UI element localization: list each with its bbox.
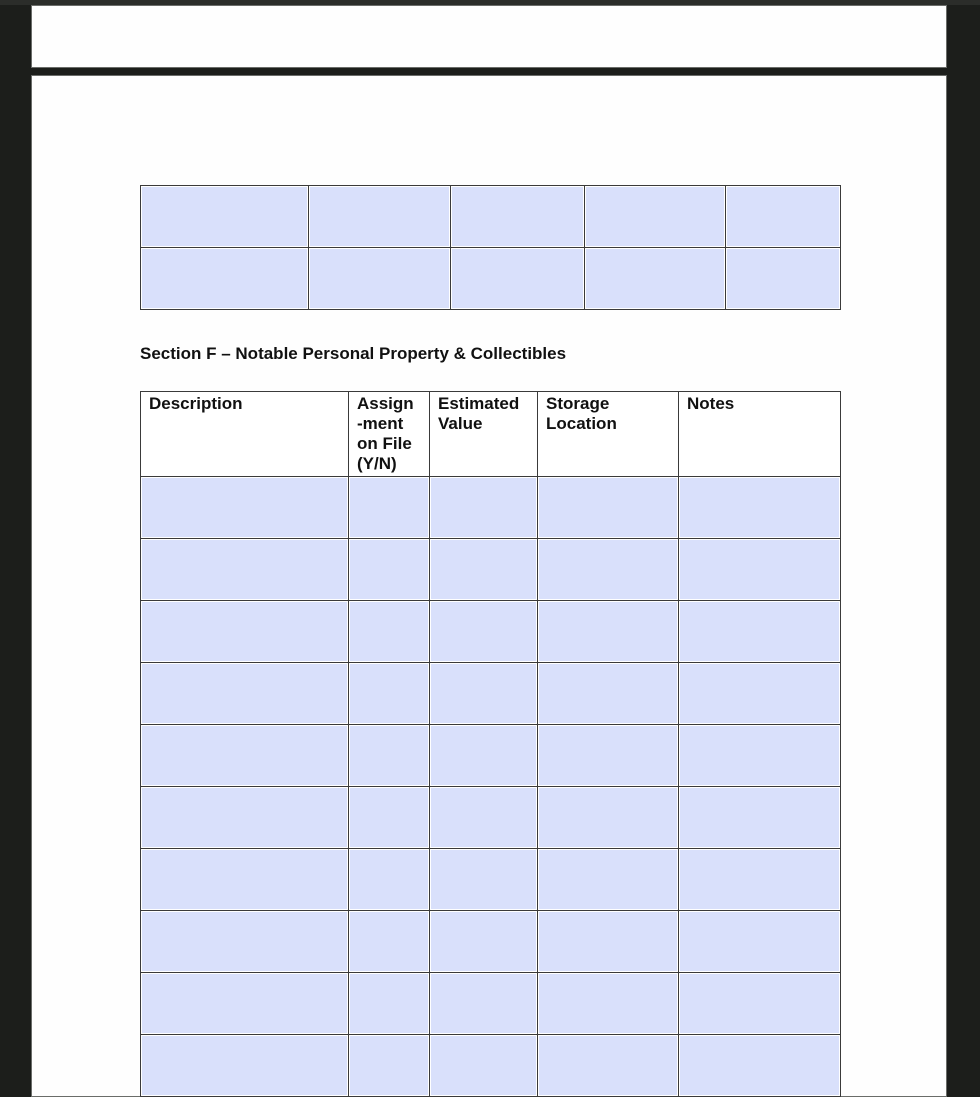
- document-page: [31, 75, 947, 1097]
- description-field[interactable]: [141, 787, 349, 849]
- form-field-field[interactable]: [451, 186, 585, 248]
- assignment-field[interactable]: [349, 787, 430, 849]
- description-field[interactable]: [141, 849, 349, 911]
- storage-location-field[interactable]: [538, 539, 679, 601]
- column-header-description: Description: [141, 392, 349, 477]
- previous-section-table: [140, 185, 841, 310]
- section-f-table: [140, 391, 841, 1097]
- description-field[interactable]: [141, 477, 349, 539]
- assignment-field[interactable]: [349, 849, 430, 911]
- assignment-field[interactable]: [349, 601, 430, 663]
- header-row: [141, 392, 841, 477]
- column-header-estimated-value: Estimated Value: [430, 392, 538, 477]
- notes-field[interactable]: [679, 477, 841, 539]
- description-field[interactable]: [141, 601, 349, 663]
- assignment-field[interactable]: [349, 477, 430, 539]
- assignment-field[interactable]: [349, 1035, 430, 1097]
- estimated-value-field[interactable]: [430, 1035, 538, 1097]
- storage-location-field[interactable]: [538, 663, 679, 725]
- form-field-field[interactable]: [309, 186, 451, 248]
- storage-location-field[interactable]: [538, 849, 679, 911]
- assignment-field[interactable]: [349, 539, 430, 601]
- table-row: [141, 973, 841, 1035]
- notes-field[interactable]: [679, 663, 841, 725]
- table-row: [141, 1035, 841, 1097]
- estimated-value-field[interactable]: [430, 539, 538, 601]
- table-row: [141, 911, 841, 973]
- table-row: [141, 539, 841, 601]
- description-field[interactable]: [141, 663, 349, 725]
- estimated-value-field[interactable]: [430, 911, 538, 973]
- table-row: [141, 477, 841, 539]
- notes-field[interactable]: [679, 787, 841, 849]
- section-f-heading: Section F – Notable Personal Property & Collectibles: [140, 344, 567, 363]
- notes-field[interactable]: [679, 849, 841, 911]
- assignment-field[interactable]: [349, 725, 430, 787]
- storage-location-field[interactable]: [538, 477, 679, 539]
- form-field-field[interactable]: [141, 186, 309, 248]
- table-row: [141, 725, 841, 787]
- description-field[interactable]: [141, 911, 349, 973]
- estimated-value-field[interactable]: [430, 477, 538, 539]
- storage-location-field[interactable]: [538, 725, 679, 787]
- storage-location-field[interactable]: [538, 1035, 679, 1097]
- notes-field[interactable]: [679, 601, 841, 663]
- table-row: [141, 186, 841, 248]
- table-row: [141, 787, 841, 849]
- form-field-field[interactable]: [726, 248, 841, 310]
- estimated-value-field[interactable]: [430, 663, 538, 725]
- description-field[interactable]: [141, 725, 349, 787]
- estimated-value-field[interactable]: [430, 725, 538, 787]
- notes-field[interactable]: [679, 539, 841, 601]
- estimated-value-field[interactable]: [430, 787, 538, 849]
- assignment-field[interactable]: [349, 911, 430, 973]
- estimated-value-field[interactable]: [430, 849, 538, 911]
- table-row: [141, 663, 841, 725]
- form-field-field[interactable]: [585, 186, 726, 248]
- column-header-assignment: Assign -ment on File (Y/N): [349, 392, 430, 477]
- table-row: [141, 849, 841, 911]
- estimated-value-field[interactable]: [430, 973, 538, 1035]
- column-header-storage-location: Storage Location: [538, 392, 679, 477]
- notes-field[interactable]: [679, 973, 841, 1035]
- storage-location-field[interactable]: [538, 787, 679, 849]
- table-row: [141, 601, 841, 663]
- storage-location-field[interactable]: [538, 911, 679, 973]
- form-field-field[interactable]: [726, 186, 841, 248]
- notes-field[interactable]: [679, 725, 841, 787]
- document-page-previous: [31, 5, 947, 68]
- storage-location-field[interactable]: [538, 601, 679, 663]
- column-header-notes: Notes: [679, 392, 841, 477]
- form-field-field[interactable]: [585, 248, 726, 310]
- table-row: [141, 248, 841, 310]
- estimated-value-field[interactable]: [430, 601, 538, 663]
- description-field[interactable]: [141, 1035, 349, 1097]
- assignment-field[interactable]: [349, 973, 430, 1035]
- form-field-field[interactable]: [309, 248, 451, 310]
- notes-field[interactable]: [679, 911, 841, 973]
- description-field[interactable]: [141, 973, 349, 1035]
- form-field-field[interactable]: [451, 248, 585, 310]
- form-field-field[interactable]: [141, 248, 309, 310]
- assignment-field[interactable]: [349, 663, 430, 725]
- description-field[interactable]: [141, 539, 349, 601]
- notes-field[interactable]: [679, 1035, 841, 1097]
- storage-location-field[interactable]: [538, 973, 679, 1035]
